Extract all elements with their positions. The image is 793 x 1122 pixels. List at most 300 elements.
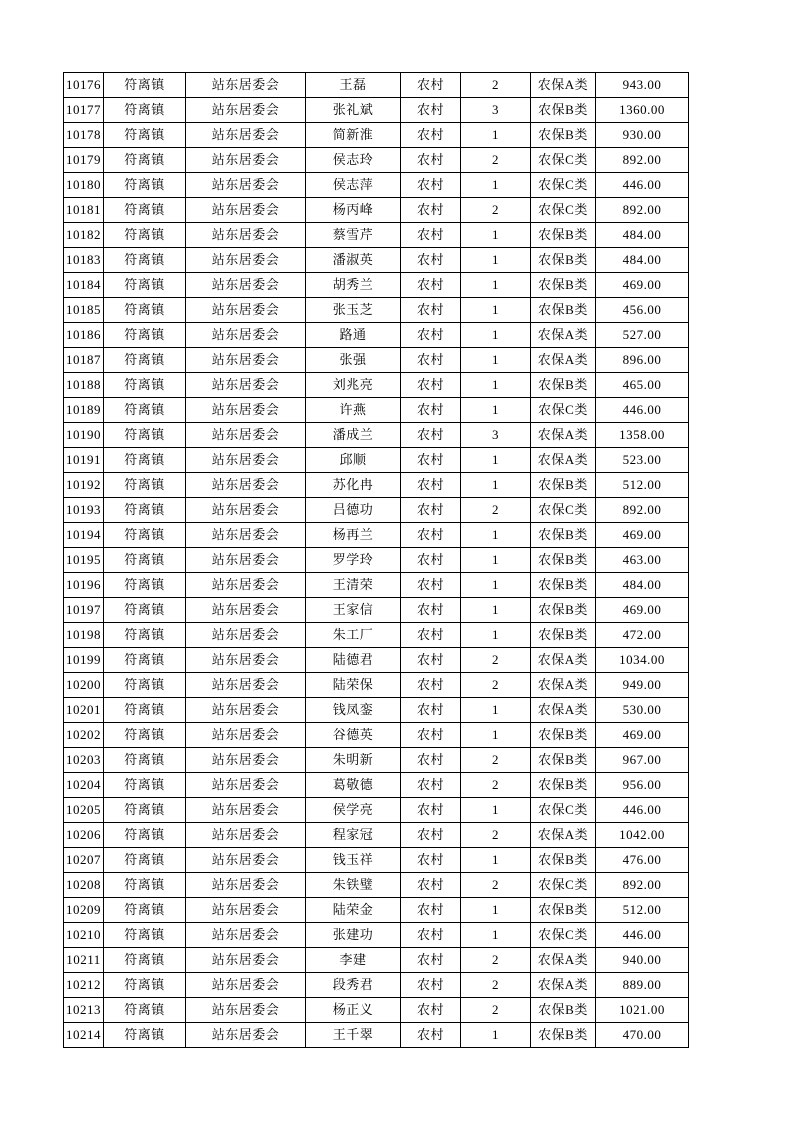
cell-committee: 站东居委会: [186, 348, 306, 373]
cell-id: 10186: [64, 323, 104, 348]
table-row: [64, 423, 689, 448]
cell-id: 10211: [64, 948, 104, 973]
cell-name: 路通: [306, 323, 401, 348]
cell-category: 农保C类: [531, 173, 596, 198]
cell-amount: 940.00: [596, 948, 689, 973]
cell-name: 杨丙峰: [306, 198, 401, 223]
cell-id: 10187: [64, 348, 104, 373]
cell-id: 10212: [64, 973, 104, 998]
table-row: [64, 548, 689, 573]
cell-name: 侯学亮: [306, 798, 401, 823]
cell-count: 1: [461, 723, 531, 748]
cell-count: 1: [461, 448, 531, 473]
cell-committee: 站东居委会: [186, 973, 306, 998]
cell-name: 吕德功: [306, 498, 401, 523]
cell-type: 农村: [401, 773, 461, 798]
cell-count: 2: [461, 148, 531, 173]
cell-type: 农村: [401, 298, 461, 323]
cell-count: 2: [461, 973, 531, 998]
cell-id: 10199: [64, 648, 104, 673]
cell-amount: 892.00: [596, 148, 689, 173]
cell-count: 1: [461, 1023, 531, 1048]
cell-committee: 站东居委会: [186, 998, 306, 1023]
cell-id: 10177: [64, 98, 104, 123]
cell-committee: 站东居委会: [186, 698, 306, 723]
cell-type: 农村: [401, 823, 461, 848]
cell-id: 10190: [64, 423, 104, 448]
cell-category: 农保A类: [531, 73, 596, 98]
cell-town: 符离镇: [104, 523, 186, 548]
cell-name: 王磊: [306, 73, 401, 98]
cell-committee: 站东居委会: [186, 623, 306, 648]
cell-id: 10202: [64, 723, 104, 748]
cell-name: 王千翠: [306, 1023, 401, 1048]
cell-type: 农村: [401, 273, 461, 298]
cell-town: 符离镇: [104, 373, 186, 398]
cell-town: 符离镇: [104, 323, 186, 348]
cell-id: 10204: [64, 773, 104, 798]
table-row: [64, 323, 689, 348]
cell-name: 陆荣金: [306, 898, 401, 923]
cell-name: 王清荣: [306, 573, 401, 598]
table-row: [64, 523, 689, 548]
cell-category: 农保A类: [531, 698, 596, 723]
cell-amount: 469.00: [596, 273, 689, 298]
table-row: [64, 123, 689, 148]
cell-id: 10189: [64, 398, 104, 423]
cell-type: 农村: [401, 123, 461, 148]
cell-count: 2: [461, 198, 531, 223]
cell-count: 2: [461, 873, 531, 898]
cell-amount: 1042.00: [596, 823, 689, 848]
cell-name: 李建: [306, 948, 401, 973]
cell-category: 农保B类: [531, 98, 596, 123]
cell-name: 潘淑英: [306, 248, 401, 273]
cell-town: 符离镇: [104, 423, 186, 448]
cell-committee: 站东居委会: [186, 648, 306, 673]
cell-type: 农村: [401, 348, 461, 373]
cell-amount: 446.00: [596, 798, 689, 823]
cell-committee: 站东居委会: [186, 198, 306, 223]
cell-amount: 892.00: [596, 873, 689, 898]
cell-id: 10214: [64, 1023, 104, 1048]
cell-count: 1: [461, 173, 531, 198]
cell-category: 农保B类: [531, 598, 596, 623]
cell-name: 胡秀兰: [306, 273, 401, 298]
cell-name: 罗学玲: [306, 548, 401, 573]
cell-town: 符离镇: [104, 748, 186, 773]
cell-amount: 1360.00: [596, 98, 689, 123]
cell-amount: 484.00: [596, 248, 689, 273]
cell-town: 符离镇: [104, 573, 186, 598]
cell-category: 农保A类: [531, 448, 596, 473]
cell-count: 1: [461, 923, 531, 948]
cell-name: 张强: [306, 348, 401, 373]
cell-count: 2: [461, 673, 531, 698]
table-row: [64, 273, 689, 298]
cell-committee: 站东居委会: [186, 523, 306, 548]
table-row: [64, 248, 689, 273]
cell-count: 1: [461, 573, 531, 598]
cell-count: 1: [461, 248, 531, 273]
cell-town: 符离镇: [104, 298, 186, 323]
cell-category: 农保A类: [531, 323, 596, 348]
cell-committee: 站东居委会: [186, 548, 306, 573]
cell-id: 10184: [64, 273, 104, 298]
cell-category: 农保A类: [531, 823, 596, 848]
cell-committee: 站东居委会: [186, 373, 306, 398]
cell-type: 农村: [401, 698, 461, 723]
table-row: [64, 473, 689, 498]
cell-name: 简新淮: [306, 123, 401, 148]
cell-id: 10192: [64, 473, 104, 498]
cell-committee: 站东居委会: [186, 298, 306, 323]
cell-town: 符离镇: [104, 348, 186, 373]
cell-type: 农村: [401, 748, 461, 773]
table-row: [64, 223, 689, 248]
cell-count: 1: [461, 323, 531, 348]
cell-category: 农保C类: [531, 398, 596, 423]
cell-committee: 站东居委会: [186, 673, 306, 698]
table-body: [64, 73, 689, 1048]
cell-name: 王家信: [306, 598, 401, 623]
cell-town: 符离镇: [104, 873, 186, 898]
cell-id: 10195: [64, 548, 104, 573]
cell-name: 葛敬德: [306, 773, 401, 798]
cell-amount: 527.00: [596, 323, 689, 348]
table-row: [64, 573, 689, 598]
cell-count: 1: [461, 623, 531, 648]
cell-count: 1: [461, 223, 531, 248]
cell-town: 符离镇: [104, 148, 186, 173]
cell-committee: 站东居委会: [186, 748, 306, 773]
cell-amount: 1034.00: [596, 648, 689, 673]
cell-type: 农村: [401, 573, 461, 598]
cell-town: 符离镇: [104, 698, 186, 723]
table-row: [64, 73, 689, 98]
cell-type: 农村: [401, 373, 461, 398]
cell-town: 符离镇: [104, 973, 186, 998]
cell-type: 农村: [401, 423, 461, 448]
cell-id: 10181: [64, 198, 104, 223]
cell-committee: 站东居委会: [186, 123, 306, 148]
table-row: [64, 98, 689, 123]
cell-town: 符离镇: [104, 73, 186, 98]
cell-count: 2: [461, 498, 531, 523]
cell-id: 10201: [64, 698, 104, 723]
cell-name: 蔡雪芹: [306, 223, 401, 248]
cell-type: 农村: [401, 223, 461, 248]
cell-name: 侯志玲: [306, 148, 401, 173]
cell-committee: 站东居委会: [186, 173, 306, 198]
cell-type: 农村: [401, 98, 461, 123]
cell-type: 农村: [401, 448, 461, 473]
cell-town: 符离镇: [104, 798, 186, 823]
cell-count: 1: [461, 598, 531, 623]
cell-town: 符离镇: [104, 498, 186, 523]
cell-category: 农保B类: [531, 848, 596, 873]
cell-id: 10209: [64, 898, 104, 923]
table-row: [64, 173, 689, 198]
table-row: [64, 398, 689, 423]
table-row: [64, 998, 689, 1023]
cell-category: 农保B类: [531, 1023, 596, 1048]
cell-type: 农村: [401, 473, 461, 498]
cell-name: 侯志萍: [306, 173, 401, 198]
cell-type: 农村: [401, 598, 461, 623]
cell-id: 10178: [64, 123, 104, 148]
cell-town: 符离镇: [104, 548, 186, 573]
cell-amount: 446.00: [596, 923, 689, 948]
cell-amount: 469.00: [596, 523, 689, 548]
cell-town: 符离镇: [104, 623, 186, 648]
cell-category: 农保B类: [531, 373, 596, 398]
cell-town: 符离镇: [104, 448, 186, 473]
cell-committee: 站东居委会: [186, 223, 306, 248]
cell-id: 10200: [64, 673, 104, 698]
cell-name: 朱工厂: [306, 623, 401, 648]
cell-town: 符离镇: [104, 248, 186, 273]
cell-count: 2: [461, 823, 531, 848]
cell-count: 1: [461, 548, 531, 573]
cell-committee: 站东居委会: [186, 723, 306, 748]
cell-town: 符离镇: [104, 673, 186, 698]
cell-town: 符离镇: [104, 473, 186, 498]
cell-name: 潘成兰: [306, 423, 401, 448]
cell-name: 陆德君: [306, 648, 401, 673]
table-row: [64, 373, 689, 398]
cell-committee: 站东居委会: [186, 773, 306, 798]
cell-id: 10176: [64, 73, 104, 98]
cell-name: 许燕: [306, 398, 401, 423]
cell-category: 农保C类: [531, 148, 596, 173]
cell-type: 农村: [401, 523, 461, 548]
cell-count: 2: [461, 948, 531, 973]
cell-id: 10207: [64, 848, 104, 873]
table-row: [64, 748, 689, 773]
cell-name: 刘兆亮: [306, 373, 401, 398]
cell-amount: 896.00: [596, 348, 689, 373]
cell-type: 农村: [401, 323, 461, 348]
cell-town: 符离镇: [104, 723, 186, 748]
table-row: [64, 823, 689, 848]
cell-id: 10208: [64, 873, 104, 898]
cell-amount: 484.00: [596, 223, 689, 248]
cell-committee: 站东居委会: [186, 473, 306, 498]
cell-category: 农保C类: [531, 873, 596, 898]
cell-type: 农村: [401, 873, 461, 898]
cell-type: 农村: [401, 998, 461, 1023]
cell-amount: 1021.00: [596, 998, 689, 1023]
cell-town: 符离镇: [104, 998, 186, 1023]
cell-amount: 949.00: [596, 673, 689, 698]
cell-town: 符离镇: [104, 648, 186, 673]
cell-amount: 967.00: [596, 748, 689, 773]
cell-amount: 456.00: [596, 298, 689, 323]
cell-category: 农保B类: [531, 298, 596, 323]
cell-id: 10213: [64, 998, 104, 1023]
cell-count: 1: [461, 348, 531, 373]
cell-amount: 446.00: [596, 398, 689, 423]
cell-town: 符离镇: [104, 223, 186, 248]
table-row: [64, 973, 689, 998]
table-row: [64, 948, 689, 973]
table-row: [64, 698, 689, 723]
cell-count: 1: [461, 898, 531, 923]
cell-category: 农保B类: [531, 548, 596, 573]
cell-town: 符离镇: [104, 123, 186, 148]
cell-category: 农保B类: [531, 573, 596, 598]
cell-type: 农村: [401, 723, 461, 748]
table-row: [64, 598, 689, 623]
cell-name: 杨正义: [306, 998, 401, 1023]
cell-category: 农保C类: [531, 498, 596, 523]
cell-category: 农保B类: [531, 248, 596, 273]
cell-town: 符离镇: [104, 948, 186, 973]
cell-id: 10196: [64, 573, 104, 598]
cell-committee: 站东居委会: [186, 923, 306, 948]
cell-committee: 站东居委会: [186, 398, 306, 423]
cell-amount: 523.00: [596, 448, 689, 473]
cell-category: 农保A类: [531, 973, 596, 998]
cell-committee: 站东居委会: [186, 848, 306, 873]
cell-id: 10191: [64, 448, 104, 473]
cell-committee: 站东居委会: [186, 323, 306, 348]
cell-type: 农村: [401, 498, 461, 523]
cell-type: 农村: [401, 148, 461, 173]
cell-committee: 站东居委会: [186, 948, 306, 973]
cell-type: 农村: [401, 898, 461, 923]
cell-count: 2: [461, 998, 531, 1023]
table-row: [64, 198, 689, 223]
benefits-table: [63, 72, 689, 1048]
cell-name: 张玉芝: [306, 298, 401, 323]
cell-committee: 站东居委会: [186, 823, 306, 848]
cell-committee: 站东居委会: [186, 273, 306, 298]
cell-town: 符离镇: [104, 1023, 186, 1048]
cell-category: 农保B类: [531, 273, 596, 298]
cell-count: 1: [461, 798, 531, 823]
cell-town: 符离镇: [104, 598, 186, 623]
cell-committee: 站东居委会: [186, 248, 306, 273]
cell-amount: 889.00: [596, 973, 689, 998]
cell-type: 农村: [401, 398, 461, 423]
cell-id: 10179: [64, 148, 104, 173]
cell-name: 朱明新: [306, 748, 401, 773]
cell-count: 1: [461, 698, 531, 723]
cell-count: 1: [461, 523, 531, 548]
cell-name: 谷德英: [306, 723, 401, 748]
cell-town: 符离镇: [104, 848, 186, 873]
cell-amount: 484.00: [596, 573, 689, 598]
table-row: [64, 623, 689, 648]
cell-name: 邱顺: [306, 448, 401, 473]
cell-town: 符离镇: [104, 898, 186, 923]
cell-id: 10185: [64, 298, 104, 323]
cell-amount: 892.00: [596, 198, 689, 223]
table-row: [64, 923, 689, 948]
cell-amount: 512.00: [596, 473, 689, 498]
cell-type: 农村: [401, 173, 461, 198]
cell-town: 符离镇: [104, 398, 186, 423]
cell-name: 钱凤銮: [306, 698, 401, 723]
cell-category: 农保B类: [531, 898, 596, 923]
cell-count: 1: [461, 123, 531, 148]
cell-id: 10203: [64, 748, 104, 773]
cell-type: 农村: [401, 623, 461, 648]
cell-id: 10193: [64, 498, 104, 523]
cell-name: 陆荣保: [306, 673, 401, 698]
cell-category: 农保B类: [531, 773, 596, 798]
cell-committee: 站东居委会: [186, 1023, 306, 1048]
cell-amount: 469.00: [596, 598, 689, 623]
cell-town: 符离镇: [104, 198, 186, 223]
table-row: [64, 773, 689, 798]
cell-amount: 465.00: [596, 373, 689, 398]
cell-name: 朱铁璧: [306, 873, 401, 898]
cell-committee: 站东居委会: [186, 873, 306, 898]
cell-category: 农保C类: [531, 923, 596, 948]
table-row: [64, 298, 689, 323]
cell-amount: 446.00: [596, 173, 689, 198]
cell-category: 农保A类: [531, 348, 596, 373]
table-row: [64, 873, 689, 898]
cell-type: 农村: [401, 73, 461, 98]
cell-committee: 站东居委会: [186, 423, 306, 448]
cell-town: 符离镇: [104, 773, 186, 798]
cell-id: 10182: [64, 223, 104, 248]
cell-amount: 892.00: [596, 498, 689, 523]
cell-name: 张礼斌: [306, 98, 401, 123]
cell-committee: 站东居委会: [186, 148, 306, 173]
table-row: [64, 798, 689, 823]
table-row: [64, 348, 689, 373]
table-row: [64, 448, 689, 473]
cell-town: 符离镇: [104, 273, 186, 298]
cell-count: 1: [461, 473, 531, 498]
cell-name: 段秀君: [306, 973, 401, 998]
cell-id: 10188: [64, 373, 104, 398]
cell-category: 农保B类: [531, 223, 596, 248]
cell-category: 农保B类: [531, 723, 596, 748]
cell-name: 杨再兰: [306, 523, 401, 548]
cell-category: 农保A类: [531, 948, 596, 973]
cell-amount: 943.00: [596, 73, 689, 98]
cell-committee: 站东居委会: [186, 98, 306, 123]
cell-amount: 956.00: [596, 773, 689, 798]
cell-type: 农村: [401, 248, 461, 273]
cell-town: 符离镇: [104, 823, 186, 848]
cell-amount: 1358.00: [596, 423, 689, 448]
table-row: [64, 648, 689, 673]
cell-id: 10205: [64, 798, 104, 823]
cell-amount: 469.00: [596, 723, 689, 748]
table-row: [64, 848, 689, 873]
cell-name: 张建功: [306, 923, 401, 948]
cell-type: 农村: [401, 648, 461, 673]
table-row: [64, 723, 689, 748]
cell-count: 3: [461, 98, 531, 123]
cell-town: 符离镇: [104, 173, 186, 198]
cell-committee: 站东居委会: [186, 898, 306, 923]
cell-category: 农保A类: [531, 648, 596, 673]
cell-committee: 站东居委会: [186, 498, 306, 523]
cell-category: 农保B类: [531, 998, 596, 1023]
cell-committee: 站东居委会: [186, 573, 306, 598]
cell-name: 钱玉祥: [306, 848, 401, 873]
cell-category: 农保A类: [531, 673, 596, 698]
cell-count: 1: [461, 273, 531, 298]
